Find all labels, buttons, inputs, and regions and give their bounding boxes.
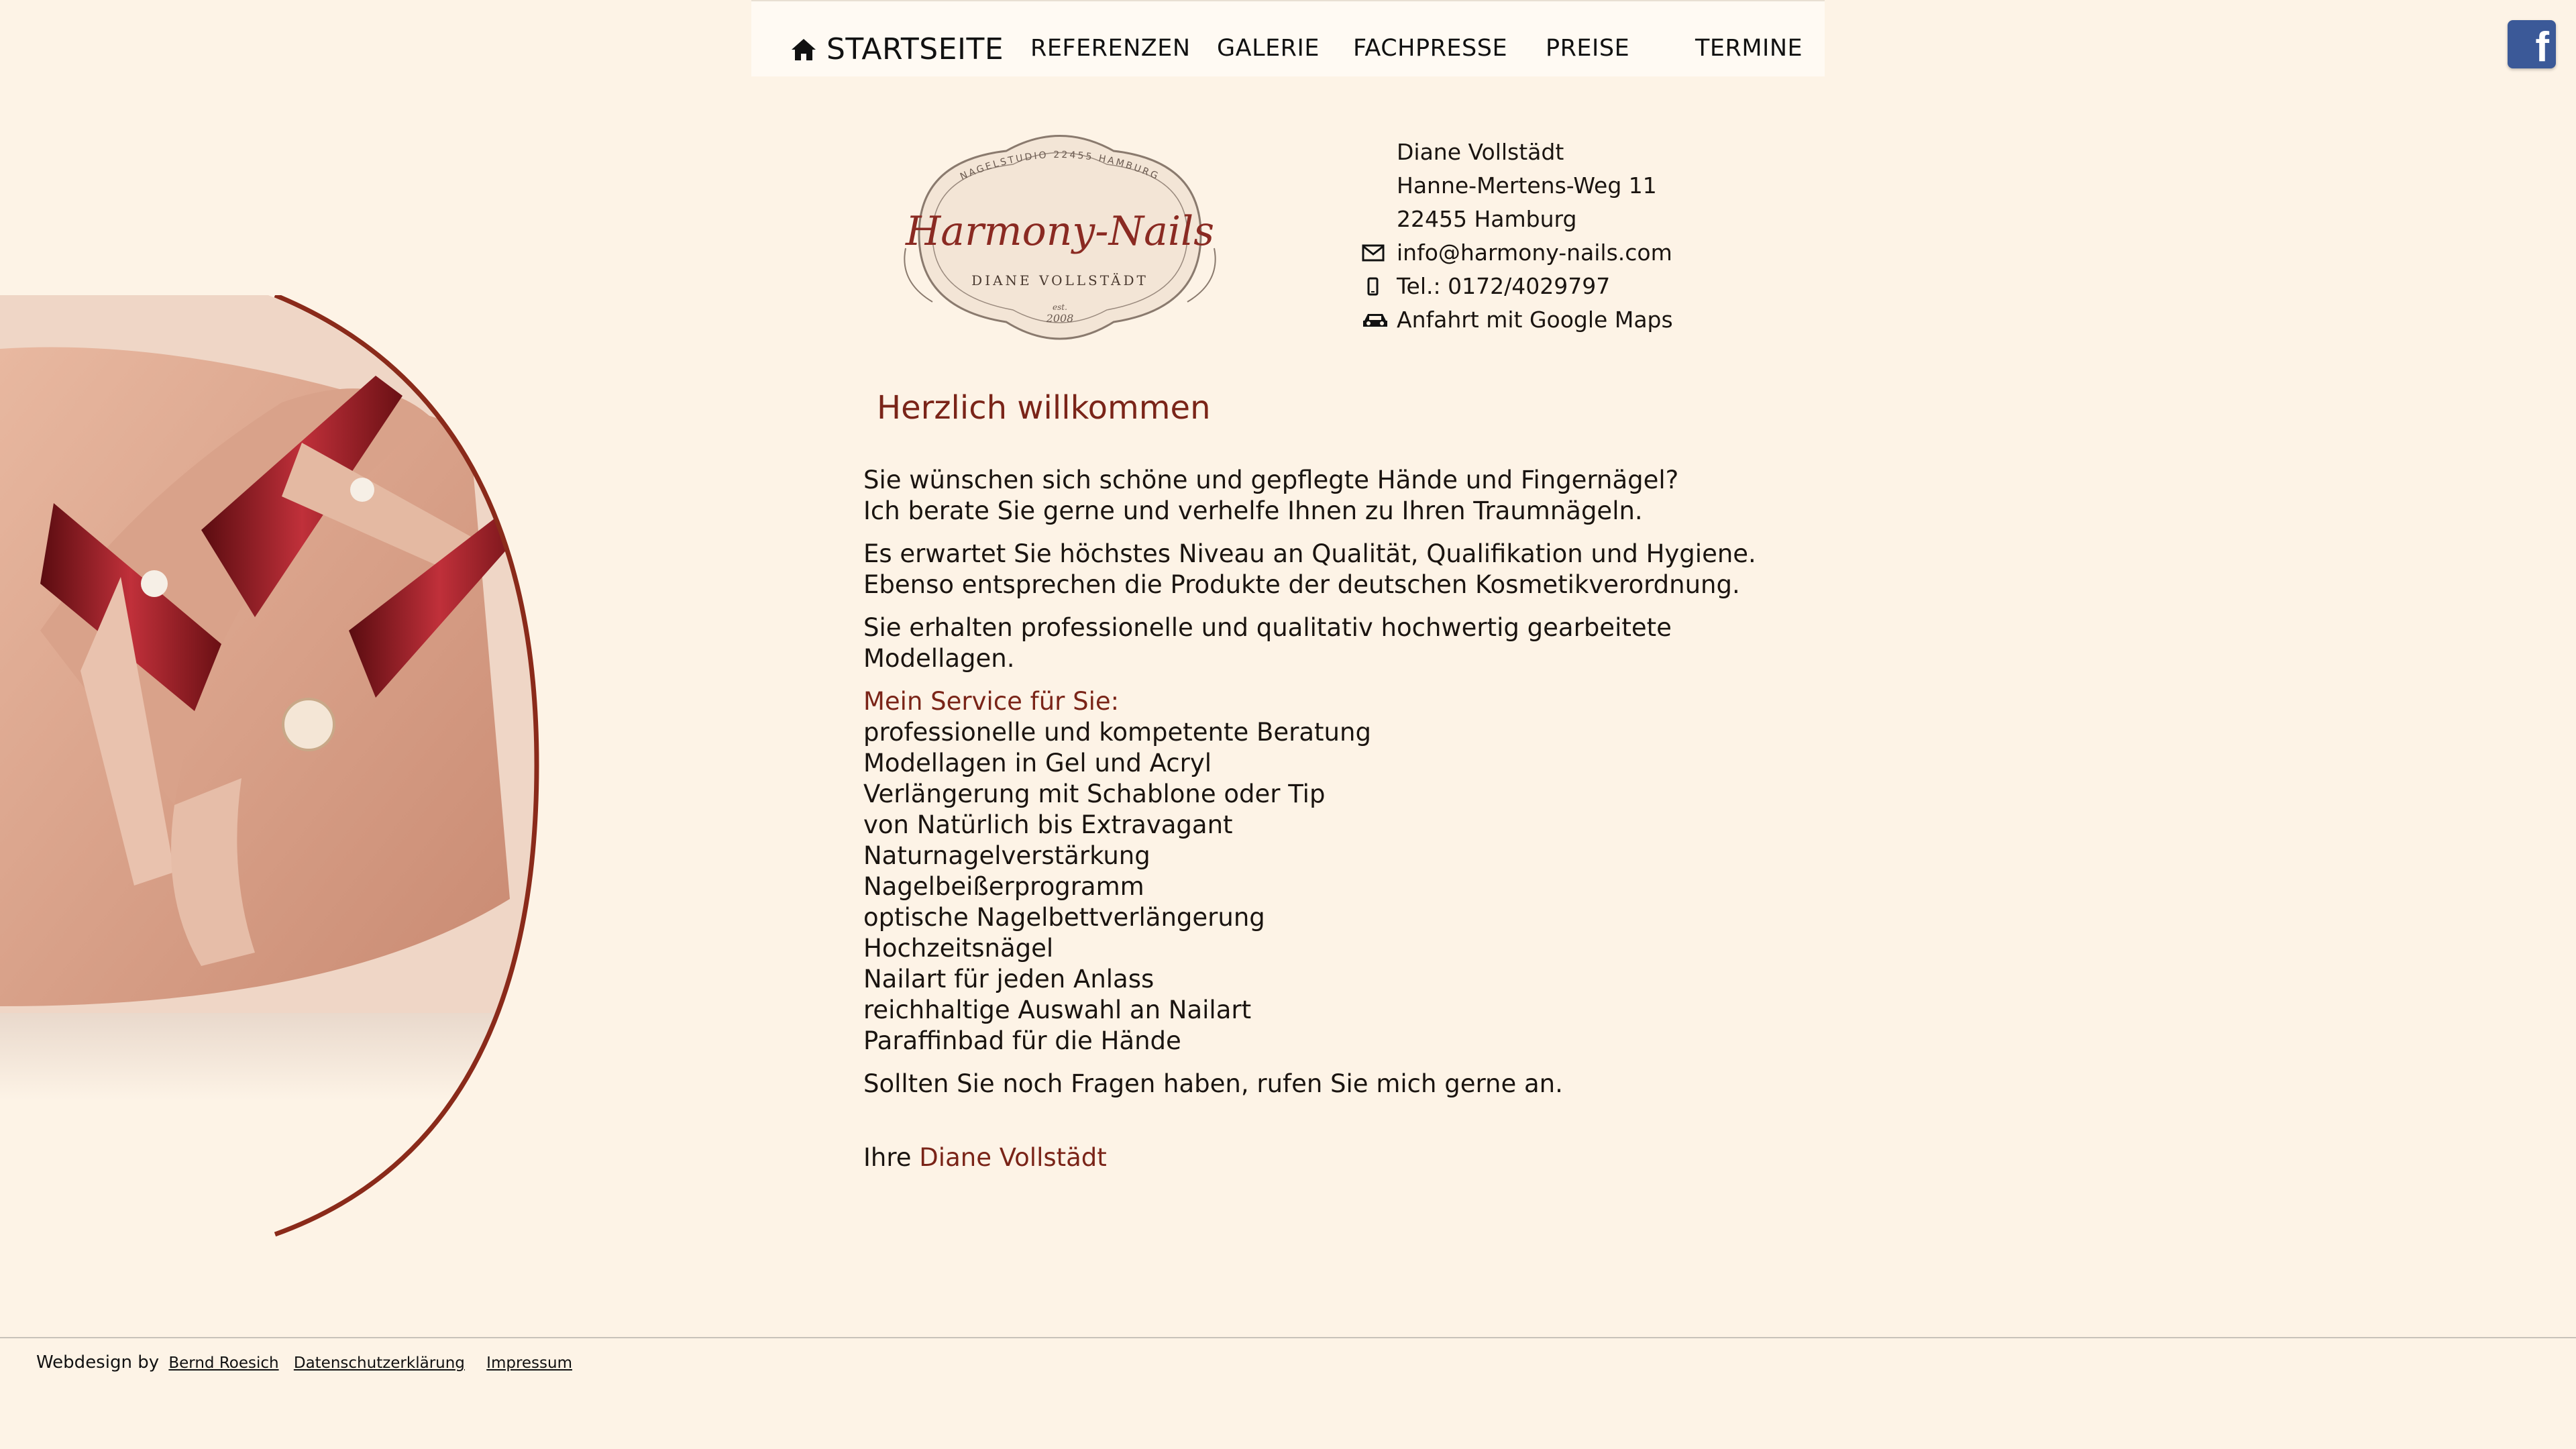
list-item: professionelle und kompetente Beratung	[863, 718, 1371, 747]
signature-prefix: Ihre	[863, 1143, 912, 1172]
nav-preise[interactable]: PREISE	[1546, 35, 1630, 62]
signature-name: Diane Vollstädt	[919, 1143, 1107, 1172]
page-title: Herzlich willkommen	[877, 389, 1211, 427]
logo-est-label: est.	[1053, 303, 1067, 312]
closing-paragraph: Sollten Sie noch Fragen haben, rufen Sie mich gerne an.	[863, 1069, 1563, 1098]
top-navigation	[751, 0, 1825, 76]
intro-line-2: Ich berate Sie gerne und verhelfe Ihnen zu Ihren Traumnägeln.	[863, 496, 1643, 525]
logo-brand: Harmony-Nails	[905, 208, 1215, 255]
modellagen-paragraph: Sie erhalten professionelle und qualitativ hochwertig gearbeitete Modellagen.	[863, 613, 1672, 673]
quality-line-2: Ebenso entsprechen die Produkte der deutschen Kosmetikverordnung.	[863, 570, 1740, 599]
intro-line-1: Sie wünschen sich schöne und gepflegte Hände und Fingernägel?	[863, 466, 1679, 494]
nav-startseite[interactable]	[790, 32, 1004, 66]
designer-link[interactable]: Bernd Roesich	[168, 1354, 279, 1372]
nav-fachpresse[interactable]: FACHPRESSE	[1353, 35, 1508, 62]
main-content	[863, 389, 1803, 1173]
nav-galerie[interactable]: GALERIE	[1217, 35, 1320, 62]
hero-hand-image	[0, 295, 550, 1248]
signature	[863, 1142, 1803, 1173]
quality-line-1: Es erwartet Sie höchstes Niveau an Qualität, Qualifikation und Hygiene.	[863, 539, 1756, 568]
list-item: Nailart für jeden Anlass	[863, 965, 1155, 994]
imprint-link[interactable]: Impressum	[486, 1354, 573, 1372]
list-item: Hochzeitsnägel	[863, 934, 1054, 963]
mobile-phone-icon	[1362, 276, 1397, 297]
logo-est-year: 2008	[1046, 312, 1074, 325]
contact-name: Diane Vollstädt	[1397, 139, 1564, 165]
privacy-link[interactable]: Datenschutzerklärung	[293, 1354, 465, 1372]
logo-owner: DIANE VOLLSTÄDT	[971, 272, 1148, 288]
service-section	[863, 686, 1803, 1057]
envelope-icon	[1362, 244, 1397, 262]
service-list	[863, 717, 1803, 1057]
quality-paragraph	[863, 539, 1803, 600]
car-icon	[1362, 310, 1397, 330]
list-item: Modellagen in Gel und Acryl	[863, 749, 1212, 777]
list-item: Paraffinbad für die Hände	[863, 1026, 1181, 1055]
facebook-button[interactable]	[2508, 20, 2556, 68]
nav-termine[interactable]: TERMINE	[1695, 35, 1803, 62]
contact-email-link[interactable]: info@harmony-nails.com	[1397, 239, 1672, 266]
contact-phone: Tel.: 0172/4029797	[1397, 273, 1611, 299]
list-item: Nagelbeißerprogramm	[863, 872, 1144, 901]
service-title: Mein Service für Sie:	[863, 687, 1120, 716]
facebook-icon: f	[2535, 24, 2549, 70]
contact-city: 22455 Hamburg	[1397, 206, 1577, 232]
home-icon	[790, 38, 817, 62]
list-item: Verlängerung mit Schablone oder Tip	[863, 780, 1326, 808]
google-maps-link[interactable]: Anfahrt mit Google Maps	[1397, 307, 1673, 333]
list-item: reichhaltige Auswahl an Nailart	[863, 996, 1252, 1024]
logo-top-text: NAGELSTUDIO 22455 HAMBURG	[959, 149, 1161, 182]
footer	[36, 1352, 572, 1373]
list-item: optische Nagelbettverlängerung	[863, 903, 1265, 932]
list-item: Naturnagelverstärkung	[863, 841, 1150, 870]
nav-referenzen[interactable]: REFERENZEN	[1030, 35, 1191, 62]
contact-street: Hanne-Mertens-Weg 11	[1397, 172, 1657, 199]
footer-prefix: Webdesign by	[36, 1352, 160, 1373]
nav-label: STARTSEITE	[826, 32, 1004, 66]
contact-block	[1362, 136, 1673, 337]
intro-paragraph	[863, 465, 1803, 527]
list-item: von Natürlich bis Extravagant	[863, 810, 1233, 839]
footer-divider	[0, 1337, 2576, 1338]
harmony-nails-logo	[892, 121, 1228, 356]
